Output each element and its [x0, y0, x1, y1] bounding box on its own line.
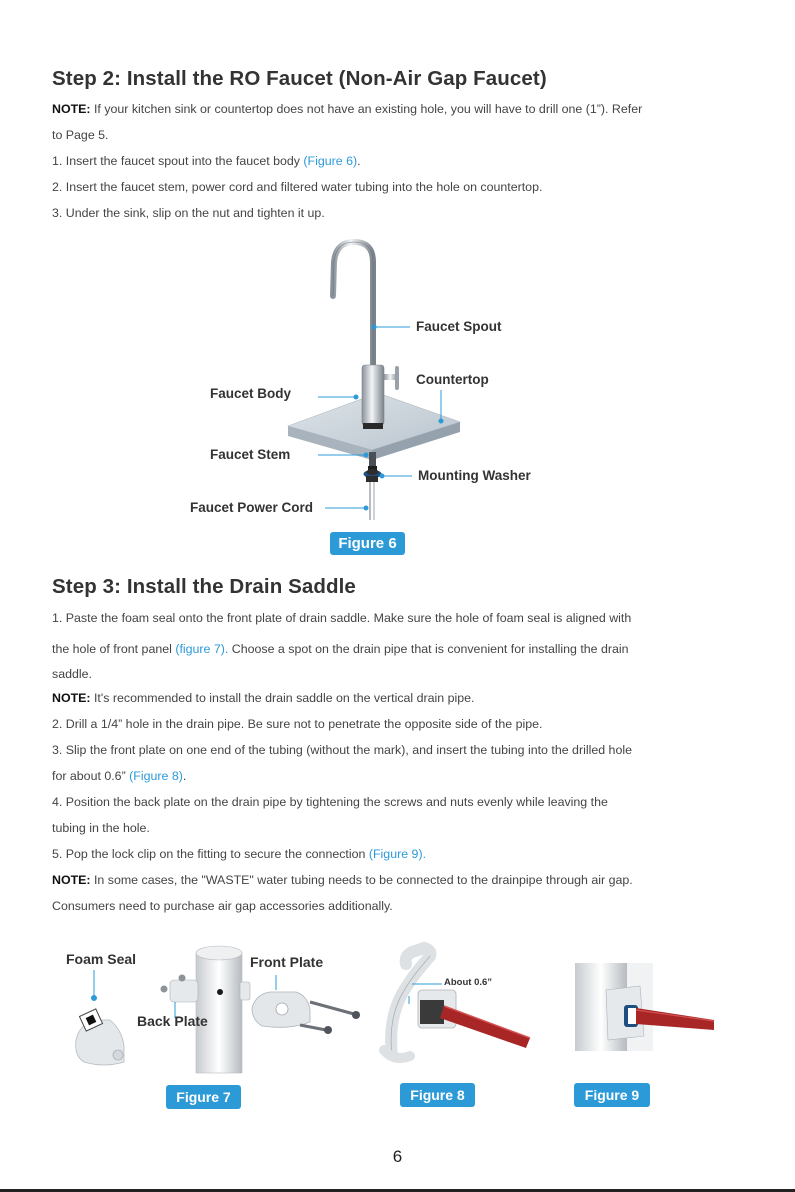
item-text: the hole of front panel — [52, 642, 176, 656]
step3-item-4b: tubing in the hole. — [52, 821, 150, 835]
front-plate — [252, 992, 310, 1027]
note-text: In some cases, the "WASTE" water tubing needs to be connected to the drainpipe through air gap. — [90, 873, 633, 887]
label-countertop: Countertop — [416, 372, 489, 387]
label-front-plate: Front Plate — [250, 954, 324, 970]
step3-item-3a: 3. Slip the front plate on one end of the tubing (without the mark), and insert the tubing into the drilled hole — [52, 743, 632, 757]
figure-ref: (Figure 9). — [368, 847, 427, 861]
label-about-0-6: About 0.6” — [444, 977, 493, 988]
label-back-plate: Back Plate — [137, 1013, 208, 1029]
label-faucet-body: Faucet Body — [210, 386, 292, 401]
item-end: . — [357, 154, 361, 168]
step3-item-1c: saddle. — [52, 667, 92, 681]
step3-heading: Step 3: Install the Drain Saddle — [52, 575, 356, 598]
note-label: NOTE: — [52, 873, 91, 887]
page-number: 6 — [392, 1147, 403, 1166]
step3-item-2: 2. Drill a 1/4” hole in the drain pipe. Be sure not to penetrate the opposite side of the pipe. — [52, 717, 543, 731]
figure-ref: (figure 7). — [175, 642, 229, 656]
step2-note-cont: to Page 5. — [52, 128, 109, 142]
step3-note-2-cont: Consumers need to purchase air gap accessories additionally. — [52, 899, 393, 913]
note-text: It's recommended to install the drain saddle on the vertical drain pipe. — [90, 691, 475, 705]
drain-pipe — [161, 946, 251, 1073]
label-faucet-spout: Faucet Spout — [416, 319, 502, 334]
figure-ref: (Figure 8) — [129, 769, 183, 783]
label-faucet-stem: Faucet Stem — [210, 447, 291, 462]
item-text: 1. Insert the faucet spout into the faucet body — [52, 154, 304, 168]
figure6-caption: Figure 6 — [330, 532, 405, 555]
figure9-caption: Figure 9 — [574, 1083, 650, 1107]
item-end: . — [182, 769, 187, 783]
step3-item-4a: 4. Position the back plate on the drain pipe by tightening the screws and nuts evenly while leaving the — [52, 795, 608, 809]
figure-ref: (Figure 6) — [303, 154, 358, 168]
figure7-caption: Figure 7 — [166, 1085, 241, 1109]
figure8-saddle — [384, 948, 530, 1058]
foam-seal-front-plate — [76, 1009, 124, 1065]
item-text: for about 0.6” — [52, 769, 130, 783]
figure9-fitting — [575, 963, 714, 1051]
item-end: Choose a spot on the drain pipe that is convenient for installing the drain — [228, 642, 629, 656]
note-label: NOTE: — [52, 102, 91, 116]
label-foam-seal: Foam Seal — [66, 951, 137, 967]
label-faucet-power-cord: Faucet Power Cord — [190, 500, 314, 515]
figure8-caption: Figure 8 — [400, 1083, 475, 1107]
step2-heading: Step 2: Install the RO Faucet (Non-Air Gap Faucet) — [52, 67, 547, 90]
label-mounting-washer: Mounting Washer — [418, 468, 531, 483]
step3-item-1a: 1. Paste the foam seal onto the front plate of drain saddle. Make sure the hole of foam seal is aligned with — [52, 611, 632, 625]
step2-item-3: 3. Under the sink, slip on the nut and tighten it up. — [52, 206, 325, 220]
item-text: 5. Pop the lock clip on the fitting to secure the connection — [52, 847, 369, 861]
step2-item-2: 2. Insert the faucet stem, power cord and filtered water tubing into the hole on countertop. — [52, 180, 543, 194]
note-label: NOTE: — [52, 691, 91, 705]
note-text: If your kitchen sink or countertop does not have an existing hole, you will have to drill one (1”). Refer — [90, 102, 643, 116]
